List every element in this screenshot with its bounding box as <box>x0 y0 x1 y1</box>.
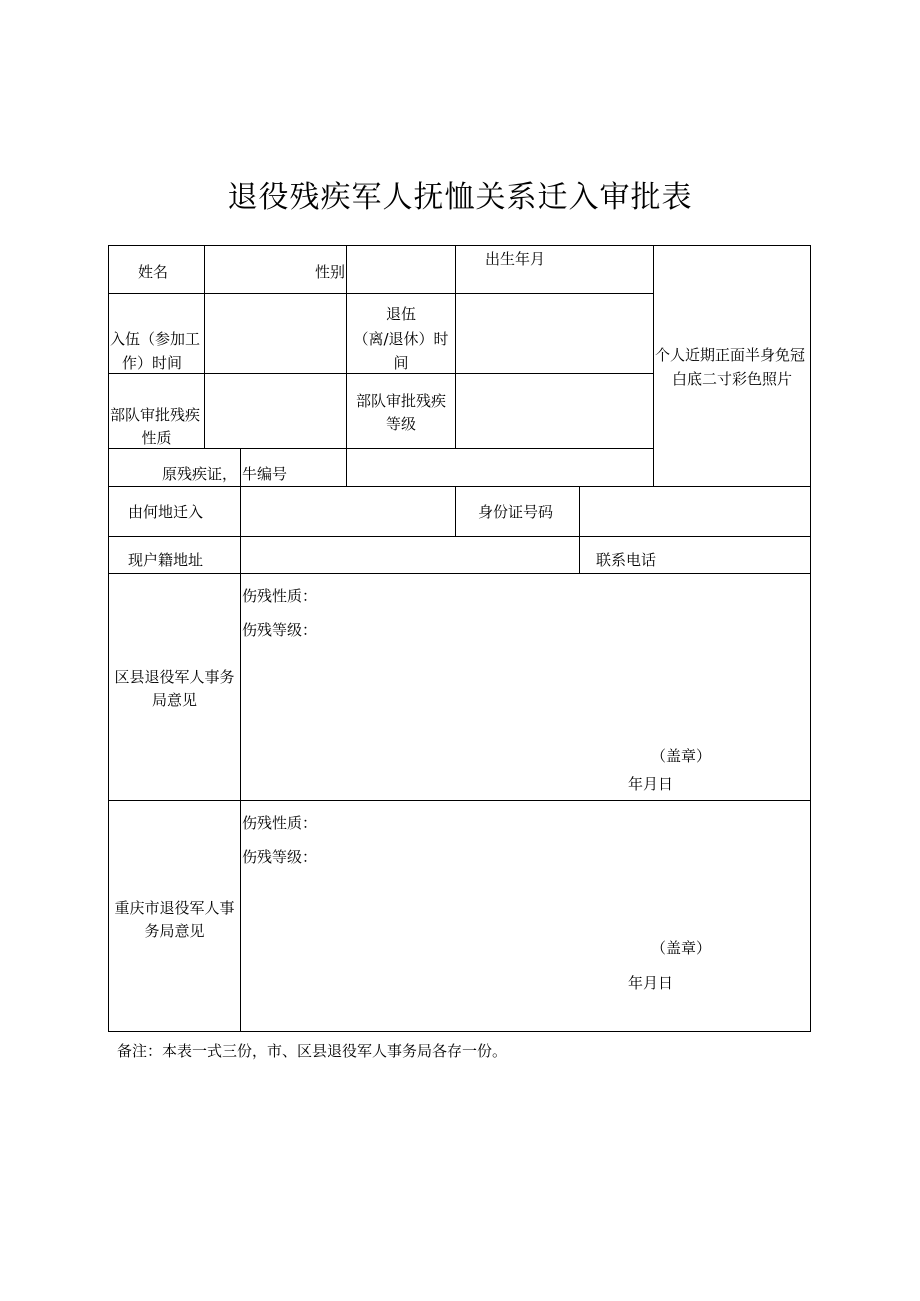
row-divider <box>108 573 811 574</box>
retire-time-label-3: 间 <box>393 354 409 372</box>
original-certificate-label: 原残疾证， <box>162 465 238 483</box>
city-injury-nature: 伤残性质： <box>242 814 318 832</box>
county-opinion-label-1: 区县退役军人事务 <box>114 668 235 686</box>
city-seal: （盖章） <box>651 939 712 957</box>
city-injury-grade: 伤残等级： <box>242 848 318 866</box>
table-border-top <box>108 245 811 246</box>
city-opinion-label-2: 务局意见 <box>144 922 205 940</box>
photo-note-2: 白底二寸彩色照片 <box>671 370 792 388</box>
disability-nature-label-1: 部队审批残疾 <box>110 406 201 424</box>
col-divider <box>240 486 241 1032</box>
table-border-bottom <box>108 1031 811 1032</box>
enlist-time-label-2: 作）时间 <box>122 354 183 372</box>
birth-date-label: 出生年月 <box>485 250 546 268</box>
name-label: 姓名 <box>138 263 169 281</box>
col-divider <box>653 245 654 487</box>
retire-time-label-2: （离/退休）时 <box>353 330 449 348</box>
id-number-label: 身份证号码 <box>478 503 554 521</box>
enlist-time-label-1: 入伍（参加工 <box>110 330 201 348</box>
retire-time-label-1: 退伍 <box>385 305 416 323</box>
row-divider <box>108 293 654 294</box>
address-label: 现户籍地址 <box>128 551 204 569</box>
county-injury-grade: 伤残等级： <box>242 621 318 639</box>
city-opinion-label-1: 重庆市退役军人事 <box>114 899 235 917</box>
county-injury-nature: 伤残性质： <box>242 587 318 605</box>
row-divider <box>108 486 811 487</box>
disability-grade-label-2: 等级 <box>385 415 416 433</box>
col-divider <box>455 245 456 449</box>
table-border-right <box>810 245 811 1032</box>
disability-grade-label-1: 部队审批残疾 <box>355 392 446 410</box>
row-divider <box>108 800 811 801</box>
from-where-label: 由何地迁入 <box>128 503 204 521</box>
gender-label: 性别 <box>315 263 346 281</box>
col-divider <box>240 448 241 487</box>
county-seal: （盖章） <box>651 747 712 765</box>
certificate-number-label: 牛编号 <box>242 465 288 483</box>
phone-label: 联系电话 <box>596 551 657 569</box>
row-divider <box>108 536 811 537</box>
form-title: 退役残疾军人抚恤关系迁入审批表 <box>227 180 693 215</box>
col-divider <box>204 245 205 449</box>
footnote: 备注：本表一式三份，市、区县退役军人事务局各存一份。 <box>117 1042 508 1060</box>
col-divider <box>579 486 580 574</box>
city-date: 年月日 <box>628 974 674 992</box>
disability-nature-label-2: 性质 <box>141 429 172 447</box>
county-opinion-label-2: 局意见 <box>151 691 197 709</box>
col-divider <box>455 486 456 537</box>
photo-note-1: 个人近期正面半身免冠 <box>655 346 806 364</box>
county-date: 年月日 <box>628 775 674 793</box>
